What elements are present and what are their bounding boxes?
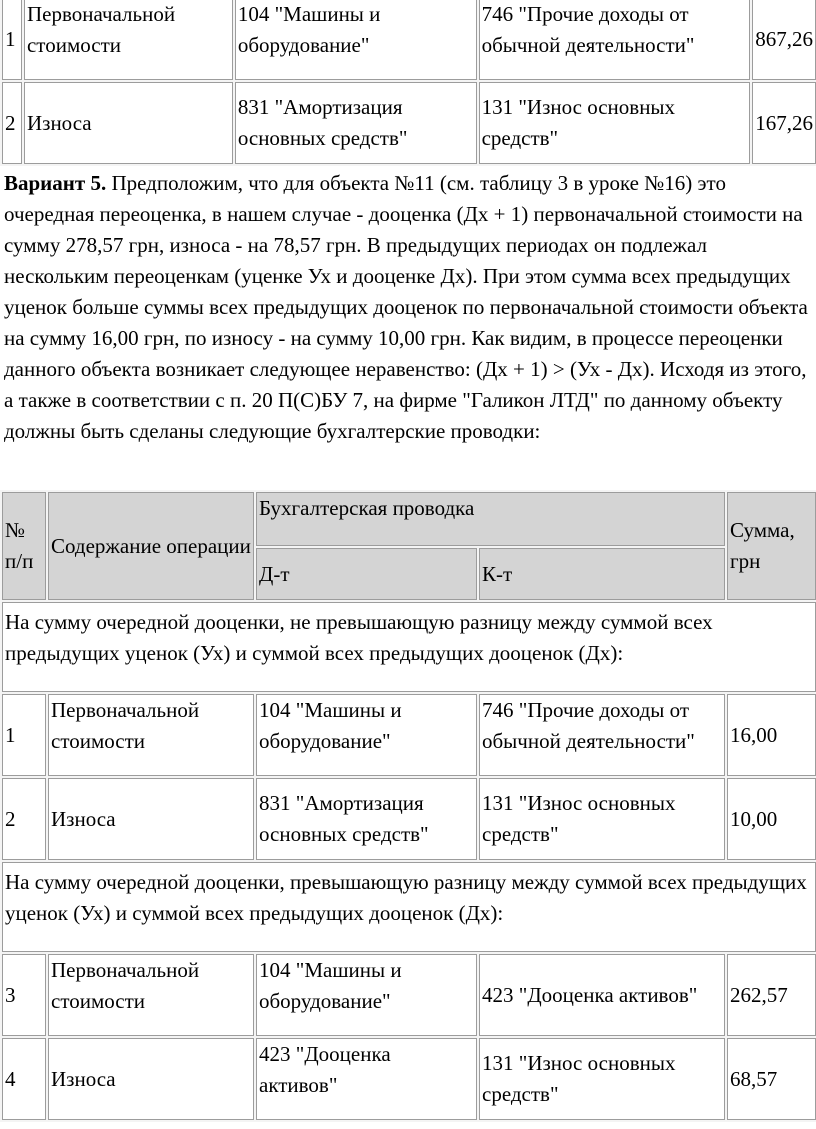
debit-cell: 104 "Машины и оборудование"	[256, 694, 477, 776]
sum-cell: 68,57	[727, 1038, 816, 1120]
operation-cell: Износа	[48, 778, 254, 860]
section-row	[2, 602, 816, 692]
row-number: 1	[2, 694, 46, 776]
operation-cell: Первоначальной стоимости	[24, 0, 233, 80]
credit-cell: 746 "Прочие доходы от обычной деятельности"	[479, 0, 751, 80]
table-row	[2, 1038, 816, 1120]
table-row	[2, 954, 816, 1036]
operation-cell: Первоначальной стоимости	[48, 954, 254, 1036]
credit-cell: 131 "Износ основных средств"	[479, 82, 751, 164]
credit-cell: 746 "Прочие доходы от обычной деятельности"	[479, 694, 725, 776]
debit-cell: 423 "Дооценка активов"	[256, 1038, 477, 1120]
table-row	[2, 82, 816, 164]
operation-cell: Износа	[24, 82, 233, 164]
header-number: № п/п	[2, 492, 46, 600]
section-row	[2, 862, 816, 952]
debit-cell: 831 "Амортизация основных средств"	[235, 82, 477, 164]
row-number: 2	[2, 82, 22, 164]
sum-cell: 262,57	[727, 954, 816, 1036]
variant-paragraph	[4, 168, 810, 447]
table-header-row	[2, 492, 816, 546]
row-number: 3	[2, 954, 46, 1036]
table-row	[2, 0, 816, 80]
section-text: На сумму очередной дооценки, превышающую разницу между суммой всех предыдущих уценок (Ух) и суммой всех предыдущих дооценок (Дх):	[2, 862, 816, 952]
sum-cell: 867,26	[752, 0, 816, 80]
row-number: 2	[2, 778, 46, 860]
debit-cell: 831 "Амортизация основных средств"	[256, 778, 477, 860]
header-sum: Сумма, грн	[727, 492, 816, 600]
credit-cell: 131 "Износ основных средств"	[479, 1038, 725, 1120]
row-number: 4	[2, 1038, 46, 1120]
header-debit: Д-т	[256, 548, 477, 600]
debit-cell: 104 "Машины и оборудование"	[235, 0, 477, 80]
table-row	[2, 778, 816, 860]
section-text: На сумму очередной дооценки, не превышающую разницу между суммой всех предыдущих уценок (Ух) и суммой всех предыдущих дооценок (Дх):	[2, 602, 816, 692]
sum-cell: 10,00	[727, 778, 816, 860]
header-credit: К-т	[479, 548, 725, 600]
operation-cell: Износа	[48, 1038, 254, 1120]
variant-title: Вариант 5.	[4, 171, 107, 195]
operation-cell: Первоначальной стоимости	[48, 694, 254, 776]
entries-table	[0, 490, 816, 1122]
top-entries-table	[0, 0, 816, 166]
sum-cell: 16,00	[727, 694, 816, 776]
variant-text: Предположим, что для объекта №11 (см. таблицу 3 в уроке №16) это очередная переоценка, в нашем случае - дооценка (Дх + 1) первоначальной стоимости на сумму 278,57 грн, износа - на 78,57 грн. В предыдущих периодах он подлежал нескольким переоценкам (уценке Ух и дооценке Дх). При этом сумма всех предыдущих уценок больше суммы всех предыдущих дооценок по первоначальной стоимости объекта на сумму 16,00 грн, по износу - на сумму 10,00 грн. Как видим, в процессе переоценки данного объекта возникает следующее неравенство: (Дх + 1) > (Ух - Дх). Исходя из этого, а также в соответствии с п. 20 П(С)БУ 7, на фирме "Галикон ЛТД" по данному объекту должны быть сделаны следующие бухгалтерские проводки:	[4, 171, 808, 443]
debit-cell: 104 "Машины и оборудование"	[256, 954, 477, 1036]
table-row	[2, 694, 816, 776]
credit-cell: 423 "Дооценка активов"	[479, 954, 725, 1036]
credit-cell: 131 "Износ основных средств"	[479, 778, 725, 860]
sum-cell: 167,26	[752, 82, 816, 164]
header-entry: Бухгалтерская проводка	[256, 492, 725, 546]
row-number: 1	[2, 0, 22, 80]
header-operation: Содержание операции	[48, 492, 254, 600]
